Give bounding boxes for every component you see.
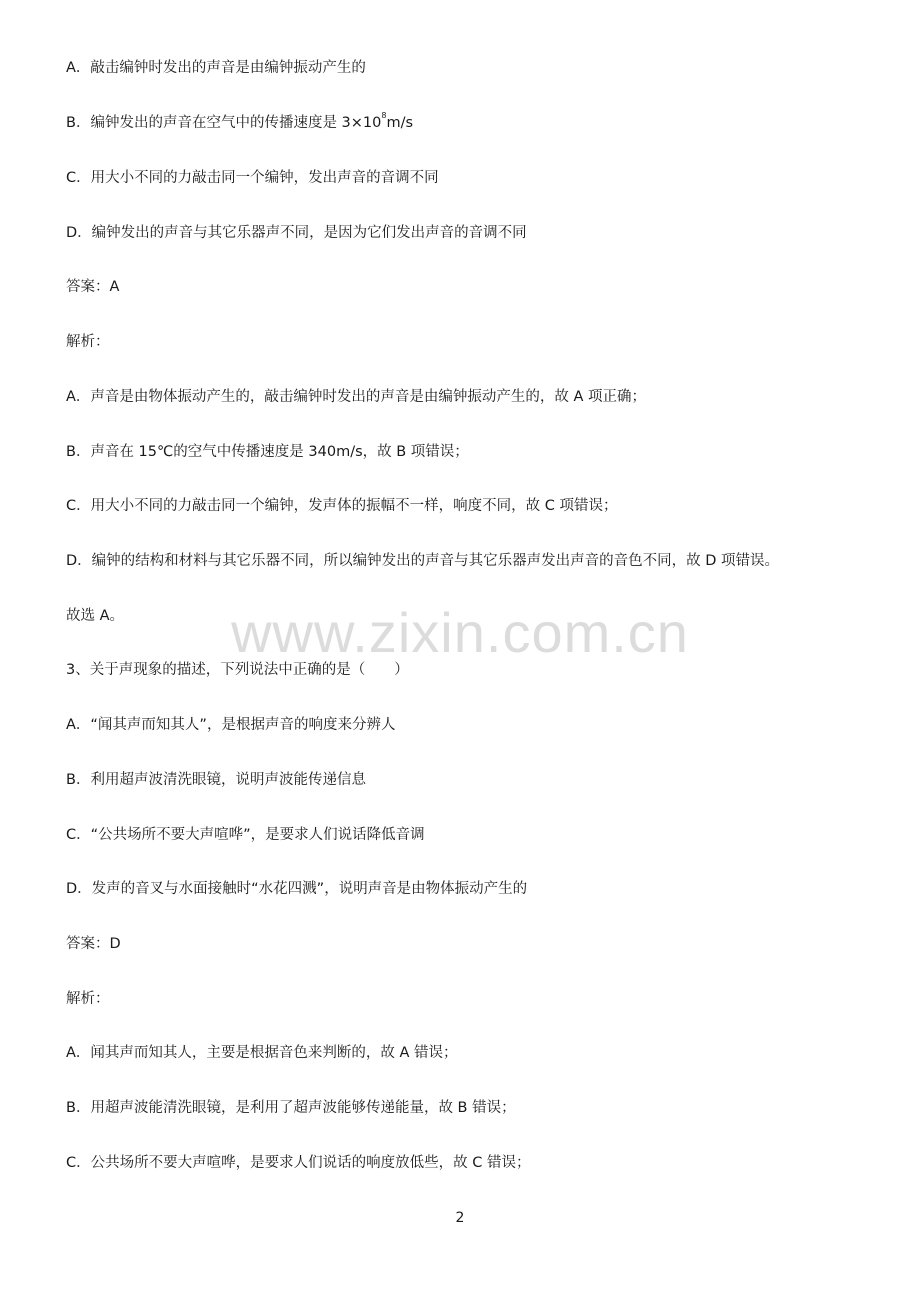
q2-conclusion: 故选 A。 (66, 608, 125, 624)
q2-option-a: A．敲击编钟时发出的声音是由编钟振动产生的 (66, 60, 366, 76)
q3-analysis-label: 解析： (66, 991, 110, 1007)
q3-analysis-b: B．用超声波能清洗眼镜，是利用了超声波能够传递能量，故 B 错误； (66, 1100, 516, 1116)
q2-answer: 答案：A (66, 279, 120, 295)
q2-analysis-label: 解析： (66, 334, 110, 350)
q3-option-a: A．“闻其声而知其人”，是根据声音的响度来分辨人 (66, 717, 396, 733)
q3-analysis-c: C．公共场所不要大声喧哗，是要求人们说话的响度放低些，故 C 错误； (66, 1155, 531, 1171)
q3-option-b: B．利用超声波清洗眼镜，说明声波能传递信息 (66, 772, 366, 788)
page-number: 2 (455, 1210, 465, 1226)
q3-option-c: C．“公共场所不要大声喧哗”，是要求人们说话降低音调 (66, 827, 425, 843)
q3-stem: 3、关于声现象的描述，下列说法中正确的是（ ） (66, 662, 409, 678)
q2-option-b-exponent: 8 (381, 111, 387, 120)
q2-option-d: D．编钟发出的声音与其它乐器声不同，是因为它们发出声音的音调不同 (66, 225, 527, 241)
q2-analysis-b: B．声音在 15℃的空气中传播速度是 340m/s，故 B 项错误； (66, 444, 469, 460)
q2-option-c: C．用大小不同的力敲击同一个编钟，发出声音的音调不同 (66, 170, 439, 186)
q3-answer: 答案：D (66, 936, 121, 952)
q2-option-b-unit: m/s (386, 115, 414, 131)
q3-option-d: D．发声的音叉与水面接触时“水花四溅”，说明声音是由物体振动产生的 (66, 881, 528, 897)
q2-analysis-d: D．编钟的结构和材料与其它乐器不同，所以编钟发出的声音与其它乐器声发出声音的音色不同，故 D 项错误。 (66, 553, 780, 569)
q2-analysis-c: C．用大小不同的力敲击同一个编钟，发声体的振幅不一样，响度不同，故 C 项错误； (66, 498, 618, 514)
q2-analysis-a: A．声音是由物体振动产生的，敲击编钟时发出的声音是由编钟振动产生的，故 A 项正确； (66, 389, 647, 405)
watermark: www.zixin.com.cn (231, 601, 689, 664)
q2-option-b (66, 113, 413, 133)
q3-analysis-a: A．闻其声而知其人，主要是根据音色来判断的，故 A 错误； (66, 1045, 458, 1061)
q2-option-b-text: B．编钟发出的声音在空气中的传播速度是 3×10 (66, 115, 382, 131)
